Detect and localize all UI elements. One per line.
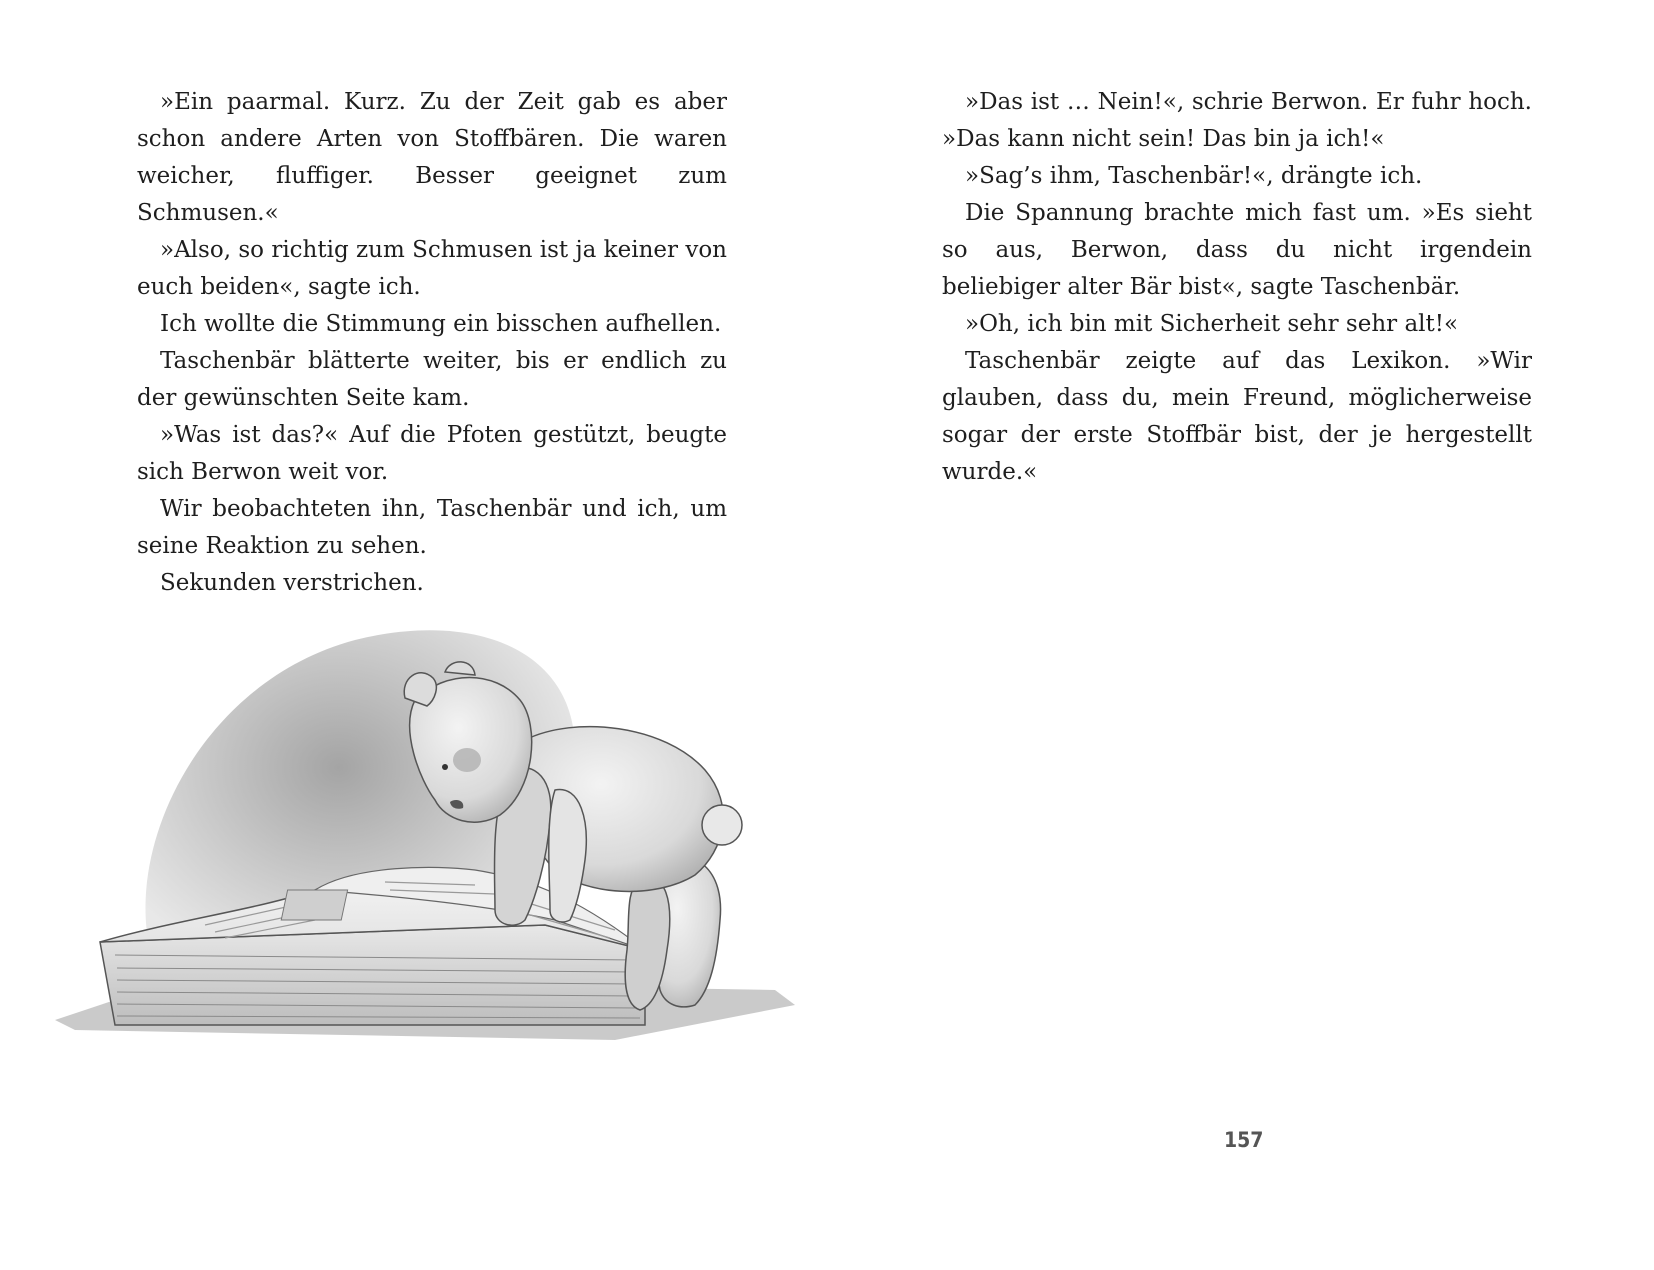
- paragraph: Taschenbär blätterte weiter, bis er endlich zu der gewünschten Seite kam.: [137, 348, 727, 411]
- paragraph: »Was ist das?« Auf die Pfoten gestützt, beugte sich Berwon weit vor.: [137, 422, 727, 485]
- teddy-bear-reading-book-icon: [55, 620, 825, 1130]
- paragraph: Die Spannung brachte mich fast um. »Es sieht so aus, Berwon, dass du nicht irgendein beliebiger alter Bär bist«, sagte Taschenbär.: [942, 200, 1532, 300]
- paragraph: »Das ist … Nein!«, schrie Berwon. Er fuhr hoch. »Das kann nicht sein! Das bin ja ich!«: [942, 89, 1532, 152]
- left-page-text: [137, 84, 727, 602]
- paragraph: »Ein paarmal. Kurz. Zu der Zeit gab es aber schon andere Arten von Stoffbären. Die waren weicher, fluffiger. Besser geeignet zum Schmusen.«: [137, 89, 727, 226]
- page-number: 157: [1224, 1128, 1264, 1152]
- right-page: [827, 0, 1654, 1270]
- paragraph: »Also, so richtig zum Schmusen ist ja keiner von euch beiden«, sagte ich.: [137, 237, 727, 300]
- paragraph: Taschenbär zeigte auf das Lexikon. »Wir glauben, dass du, mein Freund, möglicherweise sogar der erste Stoffbär bist, der je hergestellt wurde.«: [942, 348, 1532, 485]
- paragraph: »Sag’s ihm, Taschenbär!«, drängte ich.: [965, 163, 1423, 189]
- paragraph: »Oh, ich bin mit Sicherheit sehr sehr alt!«: [965, 311, 1459, 337]
- paragraph: Ich wollte die Stimmung ein bisschen aufhellen.: [160, 311, 722, 337]
- paragraph: Wir beobachteten ihn, Taschenbär und ich, um seine Reaktion zu sehen.: [137, 496, 727, 559]
- paragraph: Sekunden verstrichen.: [160, 570, 424, 596]
- right-page-text: [942, 84, 1532, 491]
